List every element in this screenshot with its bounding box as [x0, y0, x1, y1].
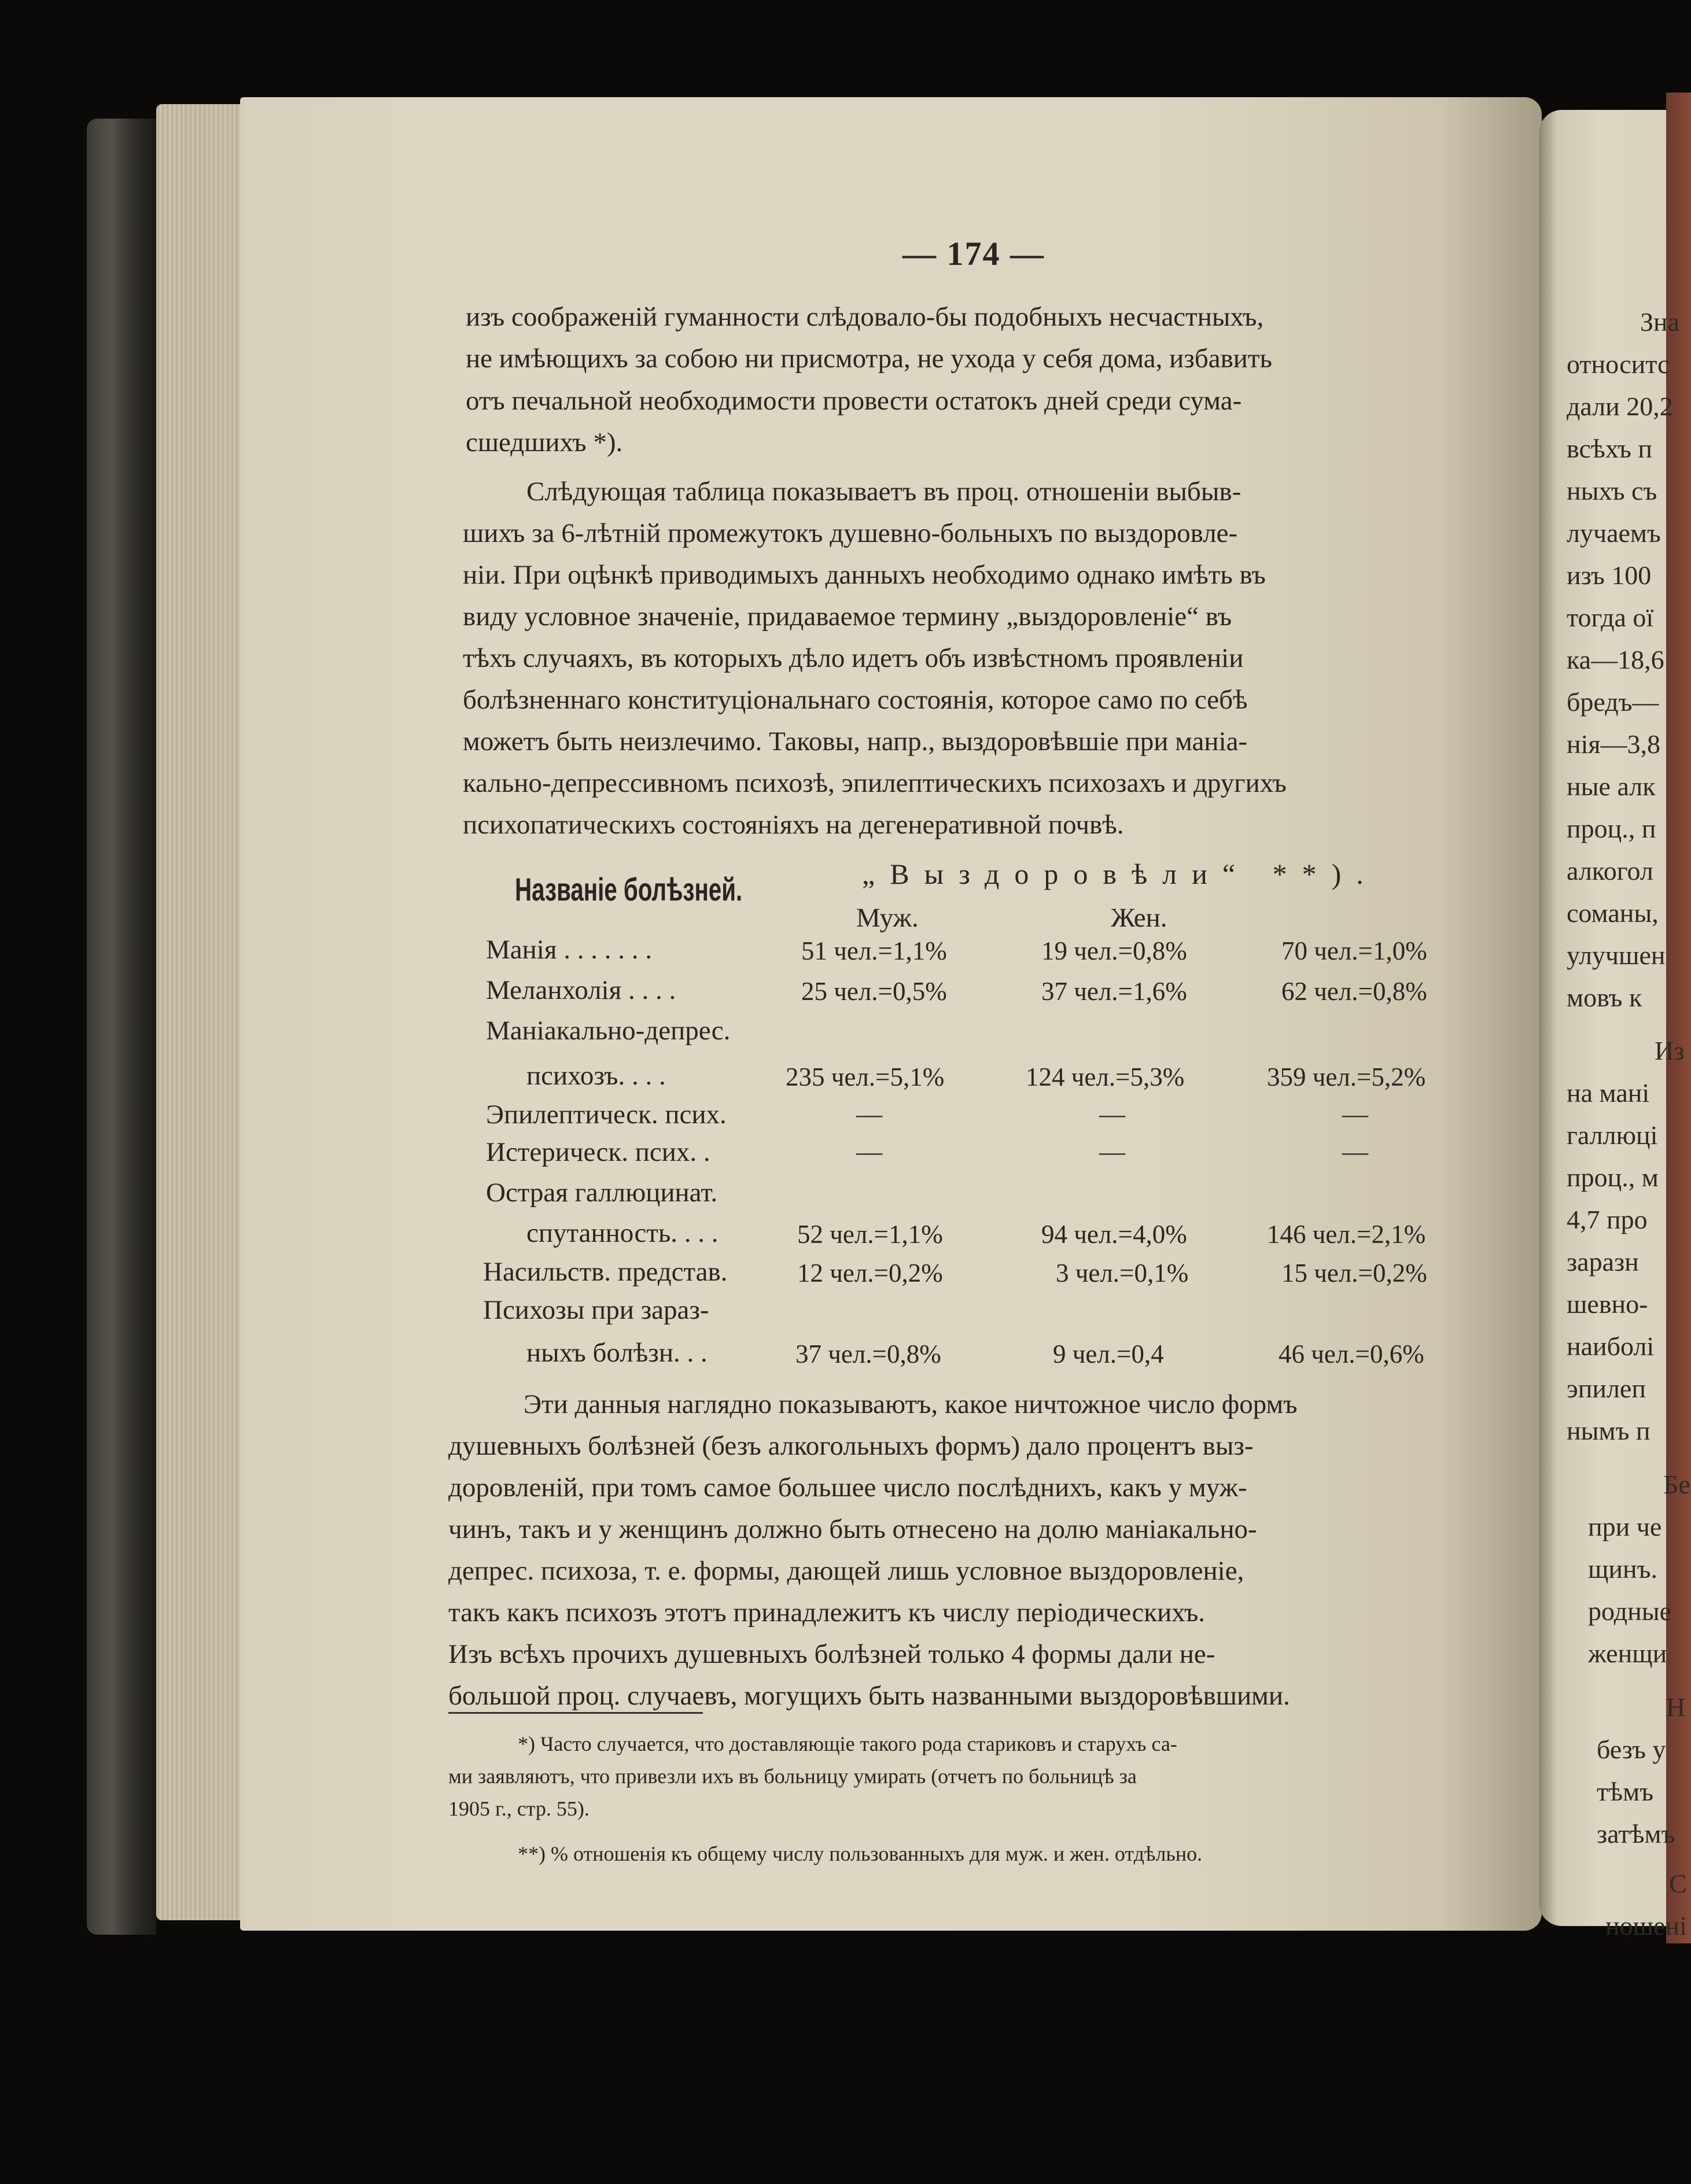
footnote-line: **) % отношенія къ общему числу пользованныхъ для муж. и жен. отдѣльно. [518, 1842, 1203, 1865]
footnote-rule [448, 1712, 703, 1714]
text-line: отъ печальной необходимости провести остатокъ дней среди сума- [466, 386, 1242, 416]
table-cell-men: — [856, 1137, 882, 1166]
right-page-fragment: дали 20,2 [1567, 392, 1673, 421]
right-page-fragment: улучшен [1567, 940, 1666, 970]
right-page-fragment: затѣмъ [1597, 1819, 1675, 1849]
table-cell-total: — [1342, 1137, 1368, 1166]
footnote-line: 1905 г., стр. 55). [448, 1797, 590, 1820]
table-cell-total: 70 чел.=1,0% [1281, 936, 1427, 965]
right-page-fragment: ныхъ съ [1567, 476, 1657, 506]
column-header-women: Жен. [1111, 903, 1167, 933]
table-cell-total: — [1342, 1100, 1368, 1128]
text-line: ніи. При оцѣнкѣ приводимыхъ данныхъ необходимо однако имѣть въ [463, 560, 1266, 590]
page-stack-edge [156, 104, 249, 1920]
table-row-label: Истерическ. псих. . [486, 1137, 710, 1167]
text-line: болѣзненнаго конституціональнаго состоянія, которое само по себѣ [463, 685, 1248, 715]
table-row-label: спутанность. . . . [526, 1218, 719, 1248]
table-cell-women: — [1099, 1137, 1125, 1166]
table-cell-total: 62 чел.=0,8% [1281, 977, 1427, 1006]
right-page-fragment: алкогол [1567, 856, 1653, 886]
right-page-fragment: изъ 100 [1567, 560, 1652, 590]
table-cell-men: 25 чел.=0,5% [801, 977, 947, 1006]
text-line: депрес. психоза, т. е. формы, дающей лишь условное выздоровленіе, [448, 1556, 1244, 1586]
table-row-label: Эпилептическ. псих. [486, 1100, 727, 1130]
right-page-fragment: ка—18,6 [1567, 645, 1664, 674]
right-page-fragment: Зна [1640, 307, 1680, 337]
text-line: большой проц. случаевъ, могущихъ быть названными выздоровѣвшими. [448, 1681, 1290, 1711]
table-title: Названіе болѣзней. [515, 871, 743, 907]
table-cell-men: 12 чел.=0,2% [797, 1259, 943, 1287]
right-page-fragment: Из [1655, 1036, 1685, 1065]
right-page-fragment: проц., п [1567, 814, 1656, 843]
table-cell-women: 3 чел.=0,1% [1056, 1259, 1189, 1287]
text-line: шихъ за 6-лѣтній промежутокъ душевно-больныхъ по выздоровле- [463, 518, 1238, 548]
right-page-fragment: наиболі [1567, 1331, 1655, 1361]
right-page-fragment: Н [1666, 1692, 1686, 1722]
right-page-fragment: тѣмъ [1597, 1777, 1653, 1806]
right-page-fragment: щинъ. [1588, 1554, 1657, 1584]
text-line: чинъ, такъ и у женщинъ должно быть отнесено на долю маніакально- [448, 1514, 1257, 1544]
table-cell-women: 124 чел.=5,3% [1026, 1063, 1185, 1091]
table-row-label: Насильств. представ. [483, 1257, 728, 1287]
column-header-men: Муж. [856, 903, 919, 933]
table-cell-men: 235 чел.=5,1% [786, 1063, 945, 1091]
right-page-fragment: эпилеп [1567, 1374, 1646, 1403]
table-cell-total: 46 чел.=0,6% [1279, 1340, 1424, 1368]
table-cell-women: — [1099, 1100, 1125, 1128]
table-row-label: психозъ. . . . [526, 1061, 666, 1091]
right-book-edge [1666, 93, 1691, 1943]
table-cell-men: — [856, 1100, 882, 1128]
text-line: Эти данныя наглядно показываютъ, какое ничтожное число формъ [524, 1389, 1298, 1419]
text-line: Слѣдующая таблица показываетъ въ проц. отношеніи выбыв- [526, 477, 1241, 507]
text-line: тѣхъ случаяхъ, въ которыхъ дѣло идетъ объ извѣстномъ проявленіи [463, 643, 1244, 673]
text-line: не имѣющихъ за собою ни присмотра, не ухода у себя дома, избавить [466, 344, 1272, 374]
right-page-fragment: соманы, [1567, 898, 1659, 928]
right-page-fragment: безъ у [1597, 1735, 1666, 1764]
table-row-label: Острая галлюцинат. [486, 1178, 718, 1208]
table-cell-men: 37 чел.=0,8% [795, 1340, 941, 1368]
right-page-fragment: относитс [1567, 349, 1670, 379]
right-page-fragment: нія—3,8 [1567, 729, 1661, 759]
footnote-line: *) Часто случается, что доставляющіе такого рода стариковъ и старухъ са- [518, 1732, 1177, 1755]
right-page-fragment: 4,7 про [1567, 1205, 1648, 1234]
table-cell-men: 52 чел.=1,1% [797, 1220, 943, 1249]
table-row-label: ныхъ болѣзн. . . [526, 1338, 708, 1368]
footnote-line: ми заявляютъ, что привезли ихъ въ больницу умирать (отчетъ по больницѣ за [448, 1765, 1137, 1788]
text-line: психопатическихъ состояніяхъ на дегенеративной почвѣ. [463, 810, 1124, 840]
right-page-fragment: бредъ— [1567, 687, 1659, 717]
right-page-fragment: ношені [1605, 1911, 1687, 1940]
right-page-fragment: при че [1588, 1512, 1662, 1541]
table-header: „Выздоровѣли“ **). [862, 858, 1379, 890]
text-line: изъ соображеній гуманности слѣдовало-бы подобныхъ несчастныхъ, [466, 302, 1264, 332]
text-line: душевныхъ болѣзней (безъ алкогольныхъ формъ) дало процентъ выз- [448, 1431, 1254, 1461]
right-page-fragment: нымъ п [1567, 1416, 1651, 1445]
right-page-fragment: на мані [1567, 1078, 1650, 1108]
right-page-fragment: тогда ої [1567, 603, 1654, 632]
text-line: можетъ быть неизлечимо. Таковы, напр., выздоровѣвшіе при маніа- [463, 726, 1248, 757]
table-cell-women: 94 чел.=4,0% [1041, 1220, 1187, 1249]
table-cell-men: 51 чел.=1,1% [801, 936, 947, 965]
right-page-fragment: Бе [1663, 1470, 1690, 1499]
right-page-fragment: всѣхъ п [1567, 434, 1652, 463]
right-page-fragment: С [1669, 1869, 1687, 1898]
right-page-fragment: женщи [1588, 1639, 1667, 1668]
right-page-fragment: ные алк [1567, 772, 1656, 801]
table-row-label: Манія . . . . . . . [486, 935, 652, 965]
table-row-label: Меланхолія . . . . [486, 975, 676, 1005]
book-cover-edge [87, 119, 156, 1935]
right-page-fragment: родные [1588, 1596, 1672, 1626]
table-cell-total: 15 чел.=0,2% [1281, 1259, 1427, 1287]
text-line: такъ какъ психозъ этотъ принадлежитъ къ числу періодическихъ. [448, 1598, 1206, 1628]
page-number: — 174 — [902, 235, 1045, 272]
table-cell-women: 9 чел.=0,4 [1053, 1340, 1164, 1368]
table-cell-women: 19 чел.=0,8% [1041, 936, 1187, 965]
right-page-fragment: заразн [1567, 1247, 1639, 1277]
text-line: сшедшихъ *). [466, 427, 623, 458]
table-cell-women: 37 чел.=1,6% [1041, 977, 1187, 1006]
table-cell-total: 146 чел.=2,1% [1267, 1220, 1426, 1249]
text-line: доровленій, при томъ самое большее число послѣднихъ, какъ у муж- [448, 1473, 1247, 1503]
text-line: кально-депрессивномъ психозѣ, эпилептическихъ психозахъ и другихъ [463, 768, 1287, 798]
right-page-fragment: мовъ к [1567, 983, 1642, 1012]
table-cell-total: 359 чел.=5,2% [1267, 1063, 1426, 1091]
right-page-fragment: галлюці [1567, 1120, 1658, 1150]
table-row-label: Психозы при зараз- [483, 1295, 709, 1325]
right-page-fragment: проц., м [1567, 1163, 1659, 1192]
text-line: Изъ всѣхъ прочихъ душевныхъ болѣзней только 4 формы дали не- [448, 1639, 1215, 1669]
right-page-fragment: лучаемъ [1567, 518, 1661, 548]
text-line: виду условное значеніе, придаваемое термину „выздоровленіе“ въ [463, 602, 1232, 632]
table-row-label: Маніакально-депрес. [486, 1016, 731, 1046]
right-page-fragment: шевно- [1567, 1289, 1648, 1319]
